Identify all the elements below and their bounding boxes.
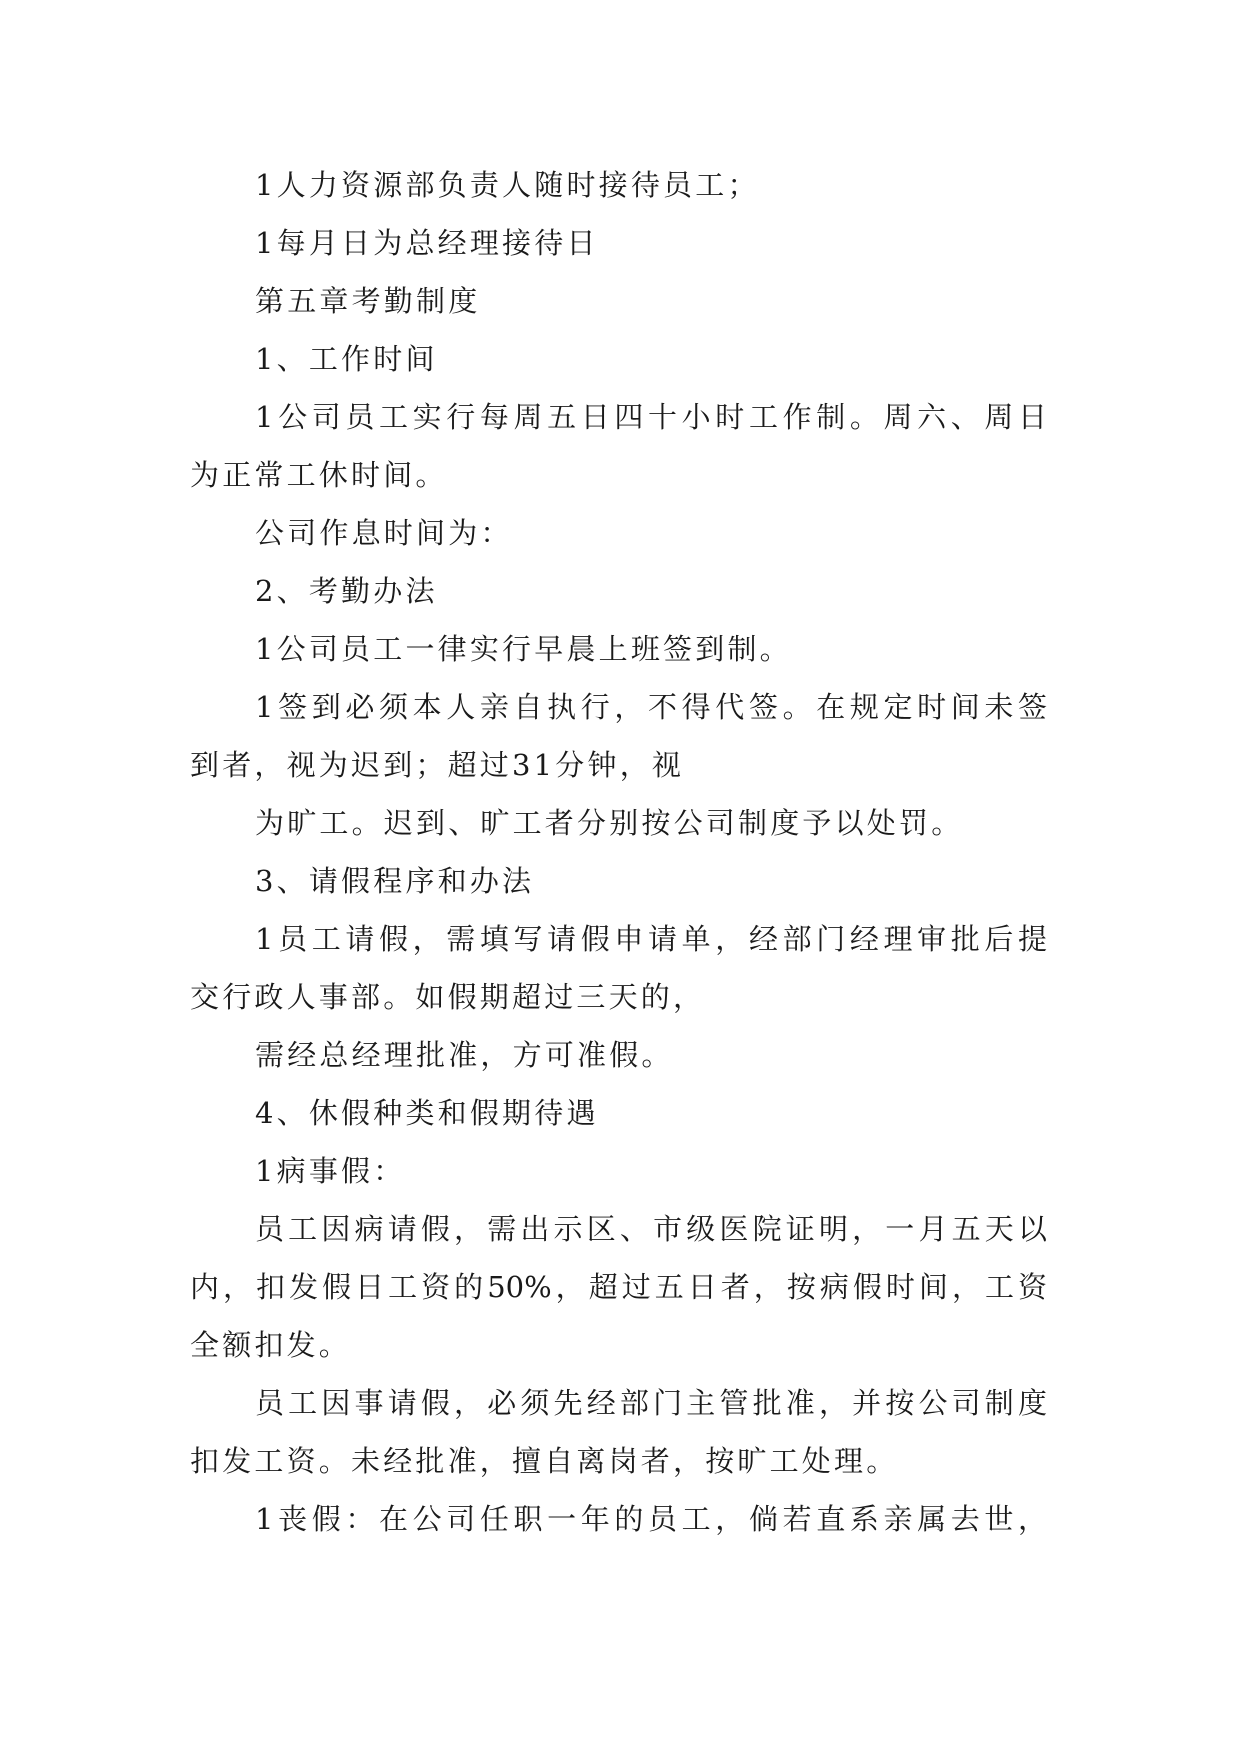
subsection-heading: 1、工作时间 bbox=[255, 342, 438, 376]
text-line: 扣发工资。未经批准，擅自离岗者，按旷工处理。 bbox=[190, 1444, 899, 1478]
text-line: 1公司员工实行每周五日四十小时工作制。周六、周日 bbox=[255, 400, 1047, 434]
text-line: 1人力资源部负责人随时接待员工； bbox=[255, 168, 760, 202]
text-line: 全额扣发。 bbox=[190, 1328, 352, 1362]
text-line: 公司作息时间为： bbox=[255, 516, 513, 550]
text-line: 需经总经理批准，方可准假。 bbox=[255, 1038, 674, 1072]
text-line: 为旷工。迟到、旷工者分别按公司制度予以处罚。 bbox=[255, 806, 964, 840]
text-line: 1病事假： bbox=[255, 1154, 406, 1188]
text-line: 1员工请假，需填写请假申请单，经部门经理审批后提 bbox=[255, 922, 1047, 956]
text-line: 1丧假：在公司任职一年的员工，倘若直系亲属去世， bbox=[255, 1502, 1047, 1536]
subsection-heading: 4、休假种类和假期待遇 bbox=[255, 1096, 599, 1130]
section-heading: 第五章考勤制度 bbox=[255, 284, 481, 318]
text-line: 到者，视为迟到；超过31分钟，视 bbox=[190, 748, 685, 782]
text-line: 1公司员工一律实行早晨上班签到制。 bbox=[255, 632, 792, 666]
text-line: 1每月日为总经理接待日 bbox=[255, 226, 599, 260]
subsection-heading: 3、请假程序和办法 bbox=[255, 864, 535, 898]
text-line: 1签到必须本人亲自执行，不得代签。在规定时间未签 bbox=[255, 690, 1047, 724]
text-line: 员工因事请假，必须先经部门主管批准，并按公司制度 bbox=[255, 1386, 1047, 1420]
text-line: 内，扣发假日工资的50%，超过五日者，按病假时间，工资 bbox=[190, 1270, 1047, 1304]
text-line: 员工因病请假，需出示区、市级医院证明，一月五天以 bbox=[255, 1212, 1047, 1246]
text-line: 为正常工休时间。 bbox=[190, 458, 448, 492]
subsection-heading: 2、考勤办法 bbox=[255, 574, 438, 608]
text-line: 交行政人事部。如假期超过三天的， bbox=[190, 980, 706, 1014]
